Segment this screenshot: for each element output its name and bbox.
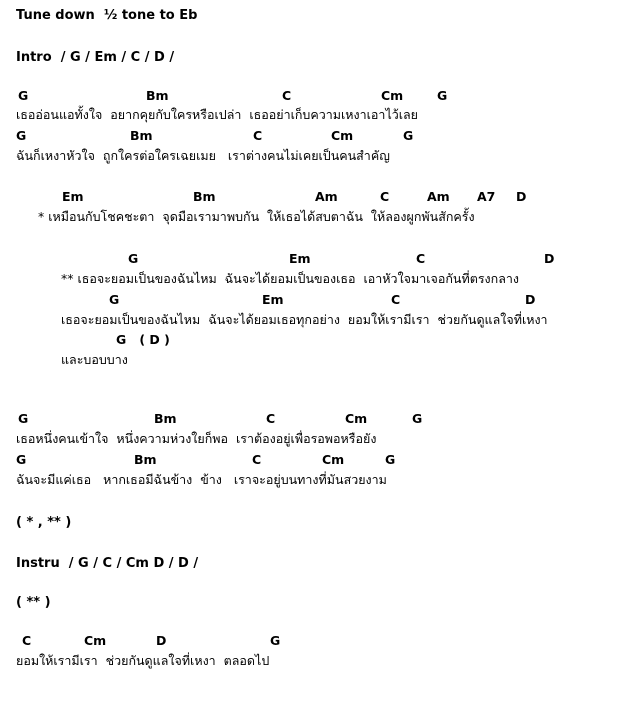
chord: Bm bbox=[146, 88, 169, 103]
repeat-marker-2: ( ** ) bbox=[16, 595, 51, 610]
verse1-lyric-line-1: เธออ่อนแอทั้งใจ อยากคุยกับใครหรือเปล่า เธออย่าเก็บความเหงาเอาไว้เลย bbox=[16, 107, 419, 122]
chord: Bm bbox=[154, 411, 177, 426]
chord: D bbox=[525, 292, 536, 307]
chorus-lyric-line-2: เธอจะยอมเป็นของฉันไหม ฉันจะได้ยอมเธอทุกอย่าง ยอมให้เรามีเรา ช่วยกันดูแลใจที่เหงา bbox=[61, 312, 548, 327]
chord: C bbox=[253, 128, 263, 143]
chord: G bbox=[403, 128, 414, 143]
chord: G bbox=[437, 88, 448, 103]
chord: G bbox=[128, 251, 139, 266]
outro-lyric: ยอมให้เรามีเรา ช่วยกันดูแลใจที่เหงา ตลอดไป bbox=[16, 653, 270, 668]
prechorus-chord-line bbox=[0, 189, 620, 205]
chord: G bbox=[16, 452, 27, 467]
verse2-chord-line-1 bbox=[0, 411, 620, 427]
chord: C bbox=[391, 292, 401, 307]
chord: Cm bbox=[345, 411, 368, 426]
tuning-note: Tune down ½ tone to Eb bbox=[16, 8, 198, 23]
outro-chord-line bbox=[0, 633, 620, 649]
chorus-chord-line-1 bbox=[0, 251, 620, 267]
repeat-marker-1: ( * , ** ) bbox=[16, 515, 72, 530]
chord: Em bbox=[62, 189, 84, 204]
chord: C bbox=[266, 411, 276, 426]
chord: G bbox=[385, 452, 396, 467]
chord: C bbox=[252, 452, 262, 467]
verse2-lyric-line-1: เธอหนึ่งคนเข้าใจ หนึ่งความห่วงใยก็พอ เราต้องอยู่เพื่อรอพอหรือยัง bbox=[16, 431, 377, 446]
chord: Bm bbox=[130, 128, 153, 143]
chord: G bbox=[412, 411, 423, 426]
chord: C bbox=[22, 633, 32, 648]
verse1-chord-line-1 bbox=[0, 88, 620, 104]
verse1-chord-line-2 bbox=[0, 128, 620, 144]
instrumental-chords: Instru / G / C / Cm D / D / bbox=[16, 556, 199, 571]
chord: G ( D ) bbox=[116, 332, 170, 347]
chord: Bm bbox=[193, 189, 216, 204]
verse1-lyric-line-2: ฉันก็เหงาหัวใจ ถูกใครต่อใครเฉยเมย เราต่างคนไม่เคยเป็นคนสำคัญ bbox=[16, 148, 390, 163]
chord: Cm bbox=[84, 633, 107, 648]
verse2-lyric-line-2: ฉันจะมีแค่เธอ หากเธอมีฉันข้าง ข้าง เราจะอยู่บนทางที่มันสวยงาม bbox=[16, 472, 387, 487]
chord: G bbox=[16, 128, 27, 143]
chord: C bbox=[380, 189, 390, 204]
intro-chords: Intro / G / Em / C / D / bbox=[16, 50, 175, 65]
chord: D bbox=[544, 251, 555, 266]
chord: D bbox=[516, 189, 527, 204]
chorus-chord-line-3 bbox=[0, 332, 620, 348]
chord: Cm bbox=[322, 452, 345, 467]
chord: D bbox=[156, 633, 167, 648]
chord: Em bbox=[289, 251, 311, 266]
chord: G bbox=[109, 292, 120, 307]
chord: Bm bbox=[134, 452, 157, 467]
chorus-lyric-line-1: ** เธอจะยอมเป็นของฉันไหม ฉันจะได้ยอมเป็นของเธอ เอาหัวใจมาเจอกันที่ตรงกลาง bbox=[61, 271, 519, 286]
verse2-chord-line-2 bbox=[0, 452, 620, 468]
chord: C bbox=[416, 251, 426, 266]
chord: G bbox=[18, 88, 29, 103]
chord: Am bbox=[315, 189, 338, 204]
prechorus-lyric: * เหมือนกับโชคชะตา จุดมือเรามาพบกัน ให้เธอได้สบตาฉัน ให้ลองผูกพันสักครั้ง bbox=[38, 209, 475, 224]
chord: A7 bbox=[477, 189, 496, 204]
chord: Cm bbox=[381, 88, 404, 103]
chord: G bbox=[18, 411, 29, 426]
chord: C bbox=[282, 88, 292, 103]
chord: G bbox=[270, 633, 281, 648]
chord: Am bbox=[427, 189, 450, 204]
chorus-lyric-line-3: และบอบบาง bbox=[61, 352, 128, 367]
chord: Cm bbox=[331, 128, 354, 143]
chord: Em bbox=[262, 292, 284, 307]
chorus-chord-line-2 bbox=[0, 292, 620, 308]
